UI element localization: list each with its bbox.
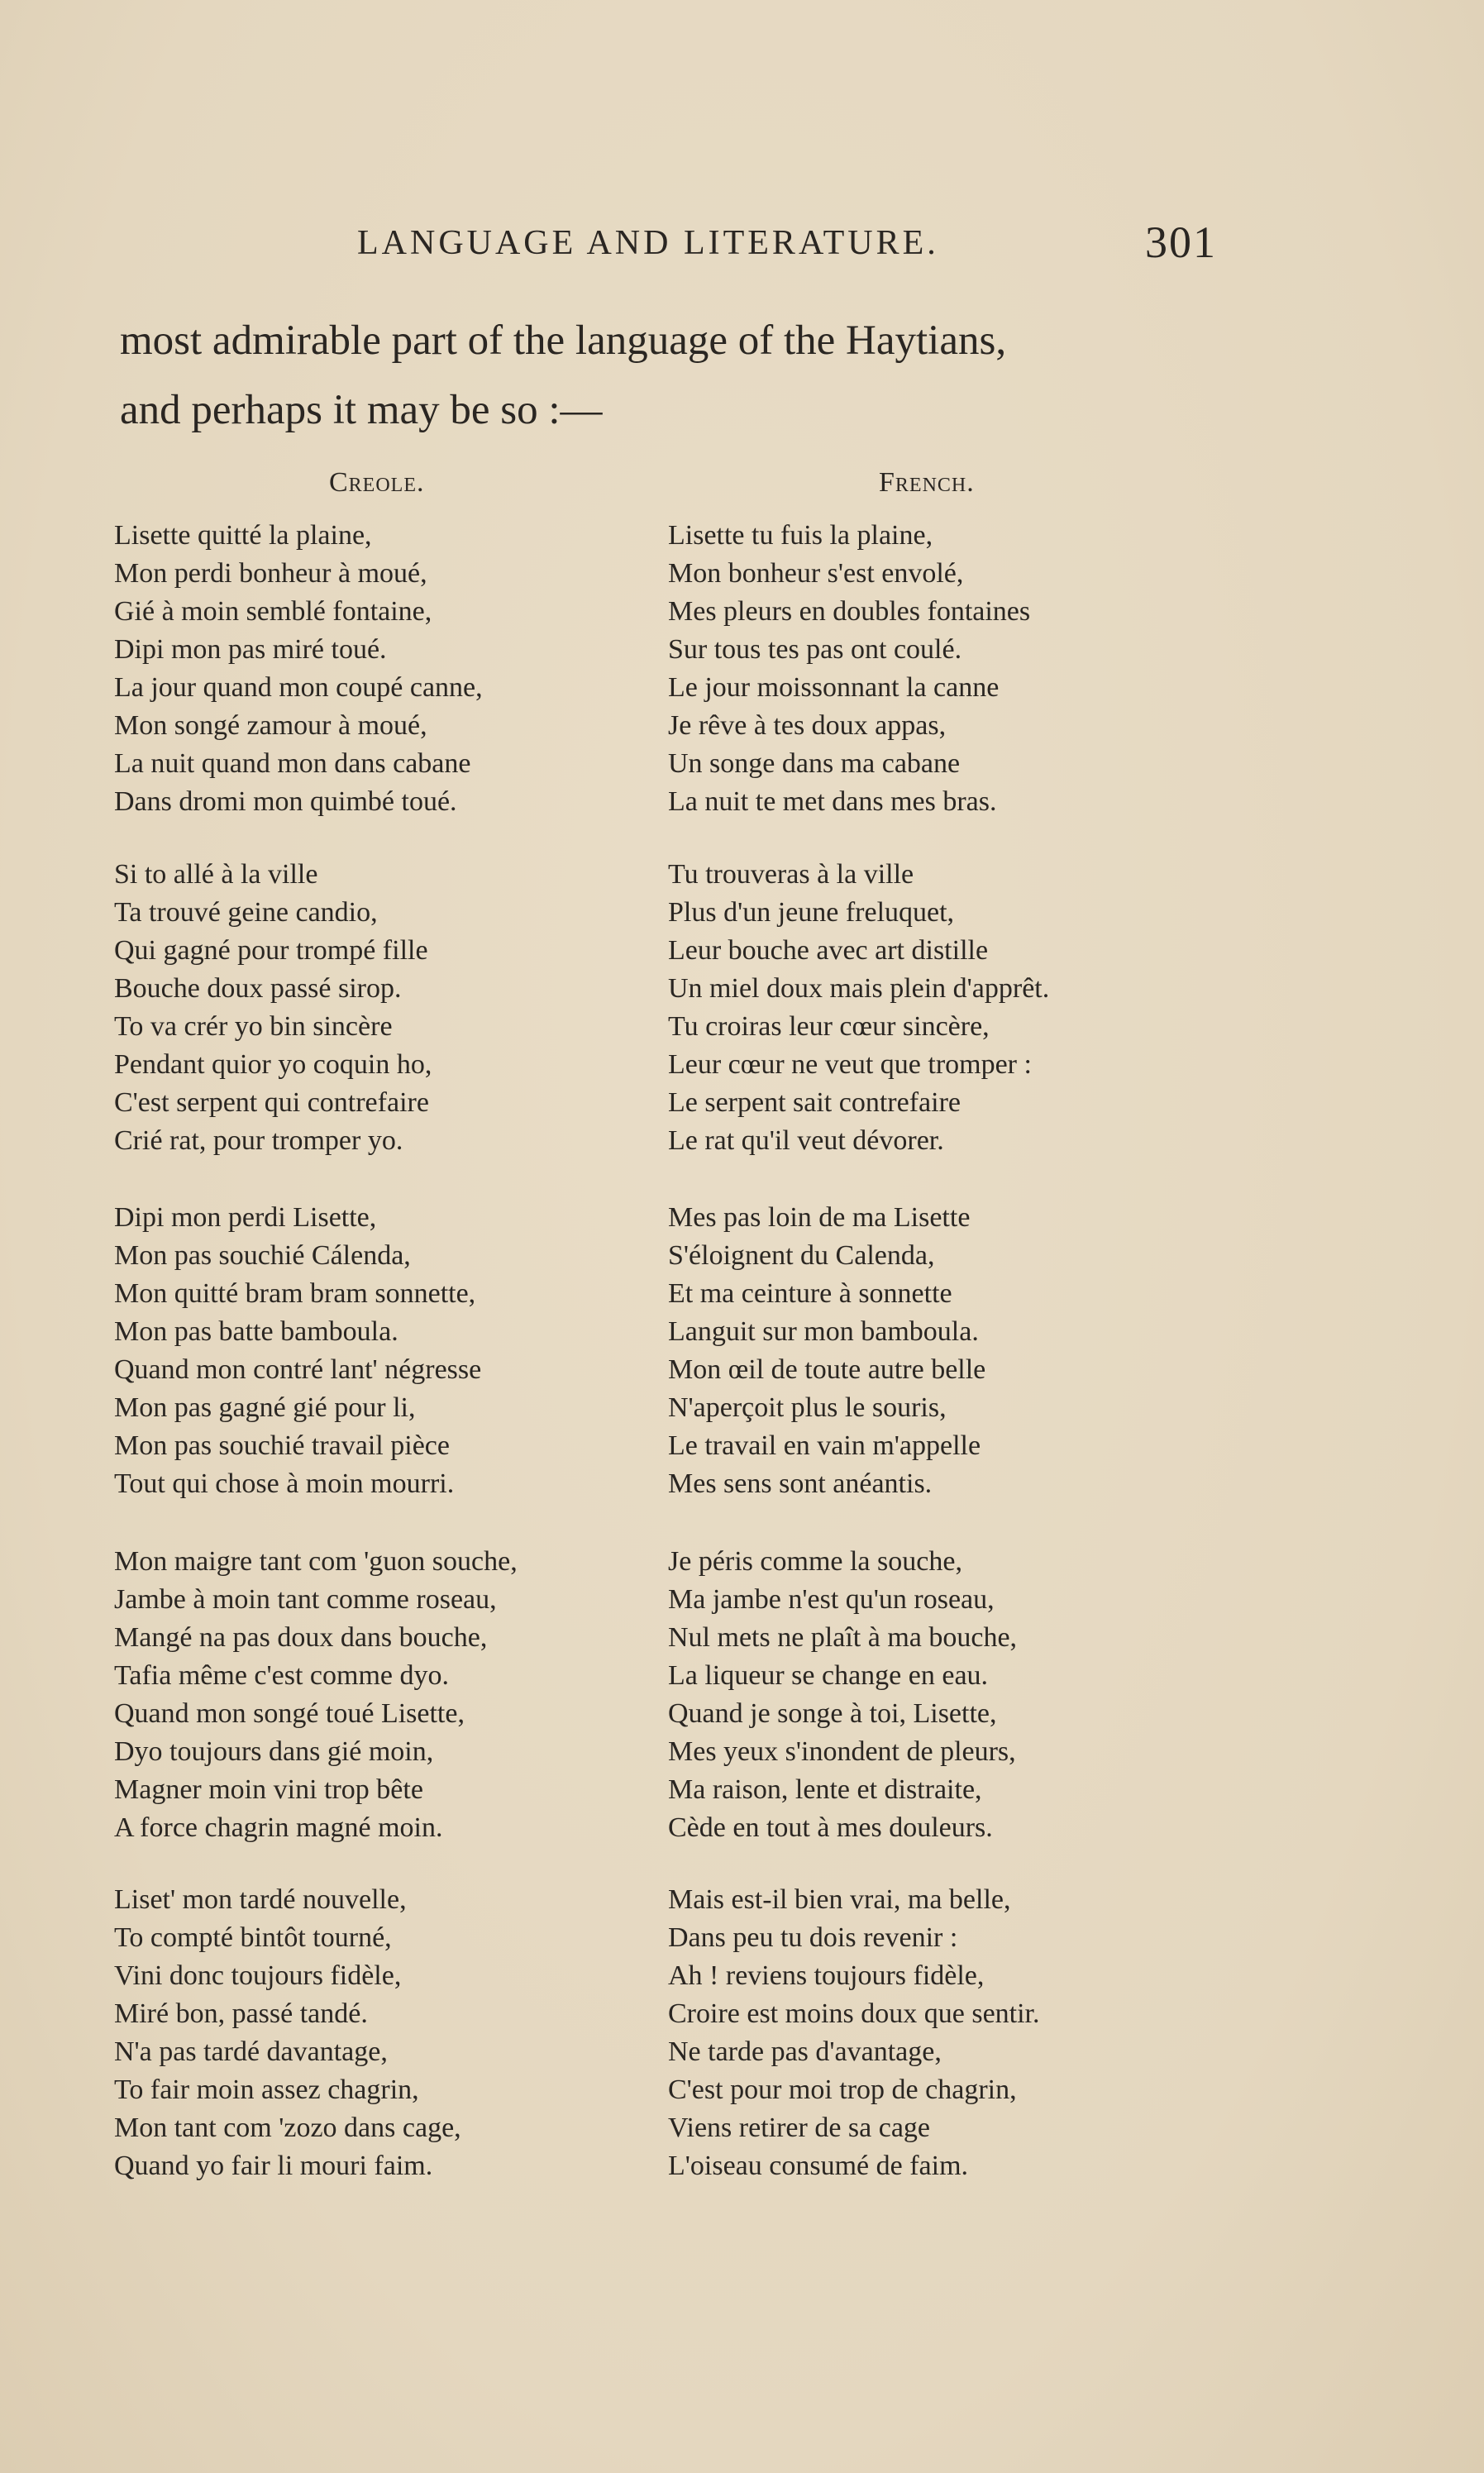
french-verse-line: Et ma ceinture à sonnette [668, 1278, 952, 1309]
french-stanza [668, 856, 1247, 1160]
french-verse-line: Je rêve à tes doux appas, [668, 710, 947, 741]
french-verse-line: Mes pleurs en doubles fontaines [668, 596, 1031, 627]
intro-line: and perhaps it may be so :— [120, 387, 603, 433]
creole-verse-line: Jambe à moin tant comme roseau, [114, 1584, 497, 1615]
creole-verse-line: To va crér yo bin sincère [114, 1011, 393, 1042]
creole-verse-line: Mon pas souchié travail pièce [114, 1430, 450, 1461]
french-verse-line: Le serpent sait contrefaire [668, 1087, 961, 1118]
creole-verse-line: Crié rat, pour tromper yo. [114, 1125, 403, 1156]
french-verse-line: Cède en tout à mes douleurs. [668, 1812, 993, 1843]
french-verse-line: Je péris comme la souche, [668, 1546, 962, 1577]
french-verse-line: Mais est-il bien vrai, ma belle, [668, 1884, 1011, 1915]
french-verse-line: Mes pas loin de ma Lisette [668, 1202, 971, 1233]
creole-verse-line: Tafia même c'est comme dyo. [114, 1660, 449, 1691]
french-verse-line: Mes yeux s'inondent de pleurs, [668, 1736, 1016, 1767]
creole-verse-line: Quand mon songé toué Lisette, [114, 1698, 465, 1729]
french-verse-line: Viens retirer de sa cage [668, 2113, 931, 2143]
french-stanza [668, 517, 1247, 821]
creole-verse-line: La nuit quand mon dans cabane [114, 748, 471, 779]
french-verse-line: Tu trouveras à la ville [668, 859, 914, 890]
french-verse-line: C'est pour moi trop de chagrin, [668, 2074, 1017, 2105]
french-stanza [668, 1543, 1247, 1847]
creole-stanza [114, 1543, 693, 1847]
french-verse-line: Leur cœur ne veut que tromper : [668, 1049, 1032, 1080]
french-verse-line: Mon bonheur s'est envolé, [668, 558, 964, 589]
french-verse-line: Lisette tu fuis la plaine, [668, 520, 933, 551]
creole-verse-line: Pendant quior yo coquin ho, [114, 1049, 432, 1080]
creole-stanza [114, 1881, 693, 2185]
french-verse-line: Un songe dans ma cabane [668, 748, 961, 779]
creole-verse-line: Dans dromi mon quimbé toué. [114, 786, 457, 817]
french-verse-line: Mes sens sont anéantis. [668, 1468, 933, 1499]
french-verse-line: La liqueur se change en eau. [668, 1660, 989, 1691]
creole-verse-line: Mangé na pas doux dans bouche, [114, 1622, 488, 1653]
creole-verse-line: Qui gagné pour trompé fille [114, 935, 428, 966]
creole-verse-line: Dyo toujours dans gié moin, [114, 1736, 434, 1767]
creole-column-heading: Creole. [329, 467, 425, 498]
creole-verse-line: To fair moin assez chagrin, [114, 2074, 419, 2105]
creole-verse-line: Mon pas gagné gié pour li, [114, 1392, 416, 1423]
creole-verse-line: A force chagrin magné moin. [114, 1812, 443, 1843]
creole-verse-line: Mon perdi bonheur à moué, [114, 558, 427, 589]
creole-verse-line: Mon pas souchié Cálenda, [114, 1240, 411, 1271]
creole-verse-line: Quand yo fair li mouri faim. [114, 2151, 433, 2181]
creole-verse-line: Magner moin vini trop bête [114, 1774, 423, 1805]
creole-verse-line: La jour quand mon coupé canne, [114, 672, 483, 703]
creole-verse-line: Mon maigre tant com 'guon souche, [114, 1546, 518, 1577]
french-verse-line: Le travail en vain m'appelle [668, 1430, 981, 1461]
creole-verse-line: C'est serpent qui contrefaire [114, 1087, 429, 1118]
intro-paragraph [120, 306, 1228, 445]
creole-verse-line: Si to allé à la ville [114, 859, 318, 890]
french-verse-line: Sur tous tes pas ont coulé. [668, 634, 962, 665]
creole-verse-line: Mon songé zamour à moué, [114, 710, 427, 741]
creole-stanza [114, 856, 693, 1160]
creole-verse-line: Miré bon, passé tandé. [114, 1998, 368, 2029]
french-verse-line: Le rat qu'il veut dévorer. [668, 1125, 944, 1156]
creole-verse-line: Vini donc toujours fidèle, [114, 1960, 402, 1991]
running-title: LANGUAGE AND LITERATURE. [357, 224, 939, 262]
intro-line: most admirable part of the language of the Haytians, [120, 317, 1007, 364]
creole-verse-line: To compté bintôt tourné, [114, 1922, 392, 1953]
french-verse-line: Leur bouche avec art distille [668, 935, 989, 966]
creole-verse-line: Lisette quitté la plaine, [114, 520, 372, 551]
creole-verse-line: Ta trouvé geine candio, [114, 897, 378, 928]
french-verse-line: Ma jambe n'est qu'un roseau, [668, 1584, 995, 1615]
french-verse-line: Nul mets ne plaît à ma bouche, [668, 1622, 1018, 1653]
french-verse-line: Ah ! reviens toujours fidèle, [668, 1960, 985, 1991]
creole-verse-line: Dipi mon perdi Lisette, [114, 1202, 377, 1233]
french-verse-line: Croire est moins doux que sentir. [668, 1998, 1040, 2029]
creole-stanza [114, 1199, 693, 1503]
french-verse-line: Ne tarde pas d'avantage, [668, 2036, 942, 2067]
creole-verse-line: Gié à moin semblé fontaine, [114, 596, 432, 627]
french-verse-line: Quand je songe à toi, Lisette, [668, 1698, 997, 1729]
french-verse-line: L'oiseau consumé de faim. [668, 2151, 969, 2181]
creole-verse-line: N'a pas tardé davantage, [114, 2036, 388, 2067]
creole-verse-line: Mon tant com 'zozo dans cage, [114, 2113, 461, 2143]
french-verse-line: La nuit te met dans mes bras. [668, 786, 997, 817]
creole-verse-line: Liset' mon tardé nouvelle, [114, 1884, 407, 1915]
running-head [357, 217, 1217, 275]
creole-stanza [114, 517, 693, 821]
french-stanza [668, 1199, 1247, 1503]
french-stanza [668, 1881, 1247, 2185]
page-number: 301 [1145, 217, 1217, 267]
creole-verse-line: Bouche doux passé sirop. [114, 973, 402, 1004]
creole-verse-line: Tout qui chose à moin mourri. [114, 1468, 455, 1499]
french-verse-line: Le jour moissonnant la canne [668, 672, 1000, 703]
french-verse-line: Languit sur mon bamboula. [668, 1316, 979, 1347]
creole-verse-line: Mon quitté bram bram sonnette, [114, 1278, 476, 1309]
french-verse-line: S'éloignent du Calenda, [668, 1240, 935, 1271]
french-verse-line: N'aperçoit plus le souris, [668, 1392, 947, 1423]
creole-verse-line: Mon pas batte bamboula. [114, 1316, 398, 1347]
creole-verse-line: Dipi mon pas miré toué. [114, 634, 387, 665]
french-verse-line: Plus d'un jeune freluquet, [668, 897, 955, 928]
creole-verse-line: Quand mon contré lant' négresse [114, 1354, 482, 1385]
french-verse-line: Ma raison, lente et distraite, [668, 1774, 982, 1805]
french-verse-line: Tu croiras leur cœur sincère, [668, 1011, 990, 1042]
french-verse-line: Mon œil de toute autre belle [668, 1354, 986, 1385]
french-verse-line: Un miel doux mais plein d'apprêt. [668, 973, 1050, 1004]
french-verse-line: Dans peu tu dois revenir : [668, 1922, 958, 1953]
french-column-heading: French. [879, 467, 975, 498]
